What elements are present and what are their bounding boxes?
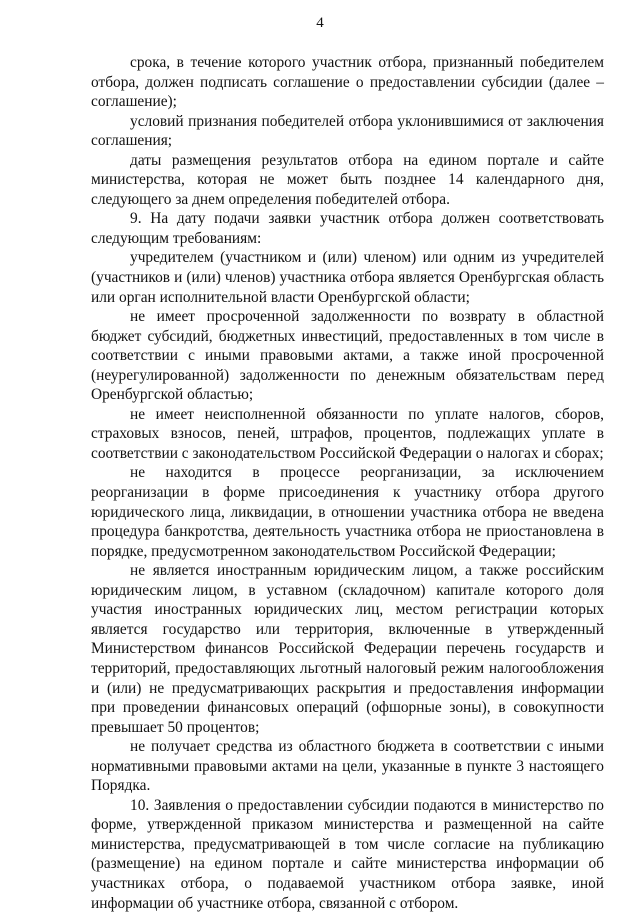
- paragraph-item-10: 10. Заявления о предоставлении субсидии подаются в министерство по форме, утвержденной приказом министерства и размещенной на сайте министерства, предусматривающей в том числе согласие на публикацию (размещение) на едином портале и сайте министерства информации об участниках отбора, о подаваемой участником отбора заявке, иной информации об участнике отбора, связанной с отбором.: [91, 796, 604, 912]
- paragraph-item-9: 9. На дату подачи заявки участник отбора должен соответствовать следующим требованиям:: [91, 210, 604, 247]
- paragraph-no-reorganization: не находится в процессе реорганизации, за исключением реорганизации в форме присоединения к участнику отбора другого юридического лица, ликвидации, в отношении участника отбора не введена процедура банкротства, деятельность участника отбора не приостановлена в порядке, предусмотренном законодательством Российской Федерации;: [91, 464, 604, 560]
- page-number: 4: [316, 15, 324, 31]
- paragraph-no-other-funds: не получает средства из областного бюджета в соответствии с иными нормативными правовыми актами на цели, указанные в пункте 3 настоящего Порядка.: [91, 738, 604, 795]
- paragraph-founder-requirement: учредителем (участником и (или) членом) или одним из учредителей (участников и (или) членов) участника отбора является Оренбургская область или орган исполнительной власти Оренбургской области;: [91, 249, 604, 306]
- paragraph-no-tax-obligations: не имеет неисполненной обязанности по уплате налогов, сборов, страховых взносов, пеней, штрафов, процентов, подлежащих уплате в соответствии с законодательством Российской Федерации о налогах и сборах;: [91, 405, 604, 462]
- paragraph-no-overdue-debt: не имеет просроченной задолженности по возврату в областной бюджет субсидий, бюджетных инвестиций, предоставленных в том числе в соответствии с иными правовыми актами, а также иной просроченной (неурегулированной) задолженности по денежным обязательствам перед Оренбургской областью;: [91, 308, 604, 404]
- document-body: [91, 53, 604, 913]
- paragraph-evasion-conditions: условий признания победителей отбора уклонившимися от заключения соглашения;: [91, 112, 604, 150]
- paragraph-results-date: даты размещения результатов отбора на едином портале и сайте министерства, которая не может быть позднее 14 календарного дня, следующего за днем определения победителей отбора.: [91, 151, 604, 208]
- paragraph-not-foreign-entity: не является иностранным юридическим лицом, а также российским юридическим лицом, в уставном (складочном) капитале которого доля участия иностранных юридических лиц, местом регистрации которых является государство или территория, включенные в утвержденный Министерством финансов Российской Федерации перечень государств и территорий, предоставляющих льготный налоговый режим налогообложения и (или) не предусматривающих раскрытия и предоставления информации при проведении финансовых операций (офшорные зоны), в совокупности превышает 50 процентов;: [91, 562, 604, 736]
- paragraph-deadline-agreement: срока, в течение которого участник отбора, признанный победителем отбора, должен подписать соглашение о предоставлении субсидии (далее – соглашение);: [91, 54, 604, 111]
